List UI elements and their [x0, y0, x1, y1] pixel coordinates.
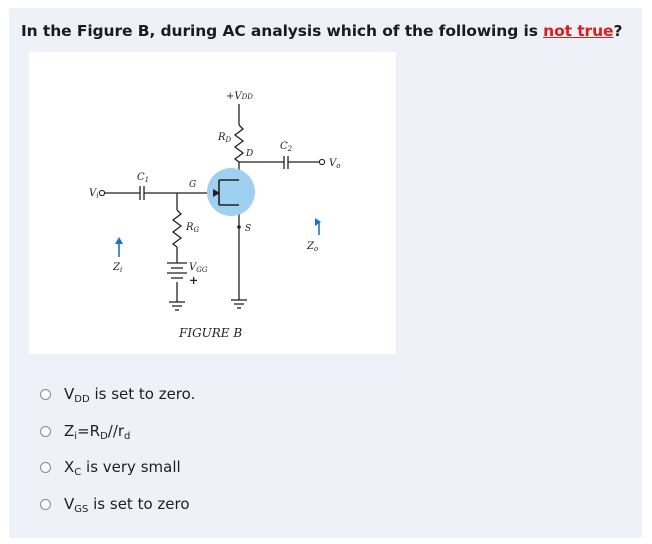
- rg-label: $R_G$: [186, 222, 200, 234]
- option-1[interactable]: [40, 384, 195, 404]
- zi-label: $Z_i$: [113, 262, 123, 274]
- vo-label: $V_o$: [329, 158, 341, 170]
- source-node: [237, 225, 241, 229]
- option-2[interactable]: [40, 421, 130, 441]
- vi-label: $V_i$: [89, 188, 99, 200]
- option-3[interactable]: [40, 457, 181, 477]
- question-emphasis: not true: [543, 22, 614, 40]
- circuit-figure: [29, 52, 396, 354]
- option-1-label[interactable]: $V_{DD}$ is set to zero.: [64, 385, 196, 405]
- output-terminal: [319, 159, 324, 164]
- question-prefix: In the Figure B, during AC analysis which of the following is: [21, 22, 544, 40]
- vgg-label: $V_{GG}$: [189, 262, 208, 274]
- option-1-radio[interactable]: [40, 389, 51, 400]
- zo-label: $Z_o$: [307, 241, 319, 253]
- option-4-radio[interactable]: [40, 499, 51, 510]
- option-3-label[interactable]: $X_C$ is very small: [64, 458, 181, 478]
- rd-resistor: [235, 125, 243, 162]
- input-terminal: [99, 190, 104, 195]
- c2-label: $C_2$: [280, 141, 293, 153]
- drain-label: D: [246, 149, 254, 159]
- vgg-plus: +: [189, 274, 199, 287]
- gate-label: G: [189, 180, 197, 190]
- question-suffix: ?: [613, 22, 623, 40]
- circuit-diagram: [29, 52, 396, 354]
- option-4-label[interactable]: $V_{GS}$ is set to zero: [64, 495, 190, 515]
- option-2-radio[interactable]: [40, 426, 51, 437]
- zi-arrow-head: [115, 237, 123, 244]
- figure-caption: FIGURE B: [179, 326, 243, 340]
- rg-resistor: [173, 210, 181, 247]
- question-text: [21, 22, 622, 40]
- source-label: S: [245, 224, 252, 234]
- zo-arrow-head: [315, 218, 321, 226]
- option-3-radio[interactable]: [40, 462, 51, 473]
- rd-label: $R_D$: [218, 132, 232, 144]
- option-2-label[interactable]: $Z_i=R_D//r_d$: [64, 422, 131, 442]
- c1-label: $C_1$: [137, 172, 150, 184]
- vdd-label: +VDD: [226, 91, 253, 102]
- option-4[interactable]: [40, 494, 190, 514]
